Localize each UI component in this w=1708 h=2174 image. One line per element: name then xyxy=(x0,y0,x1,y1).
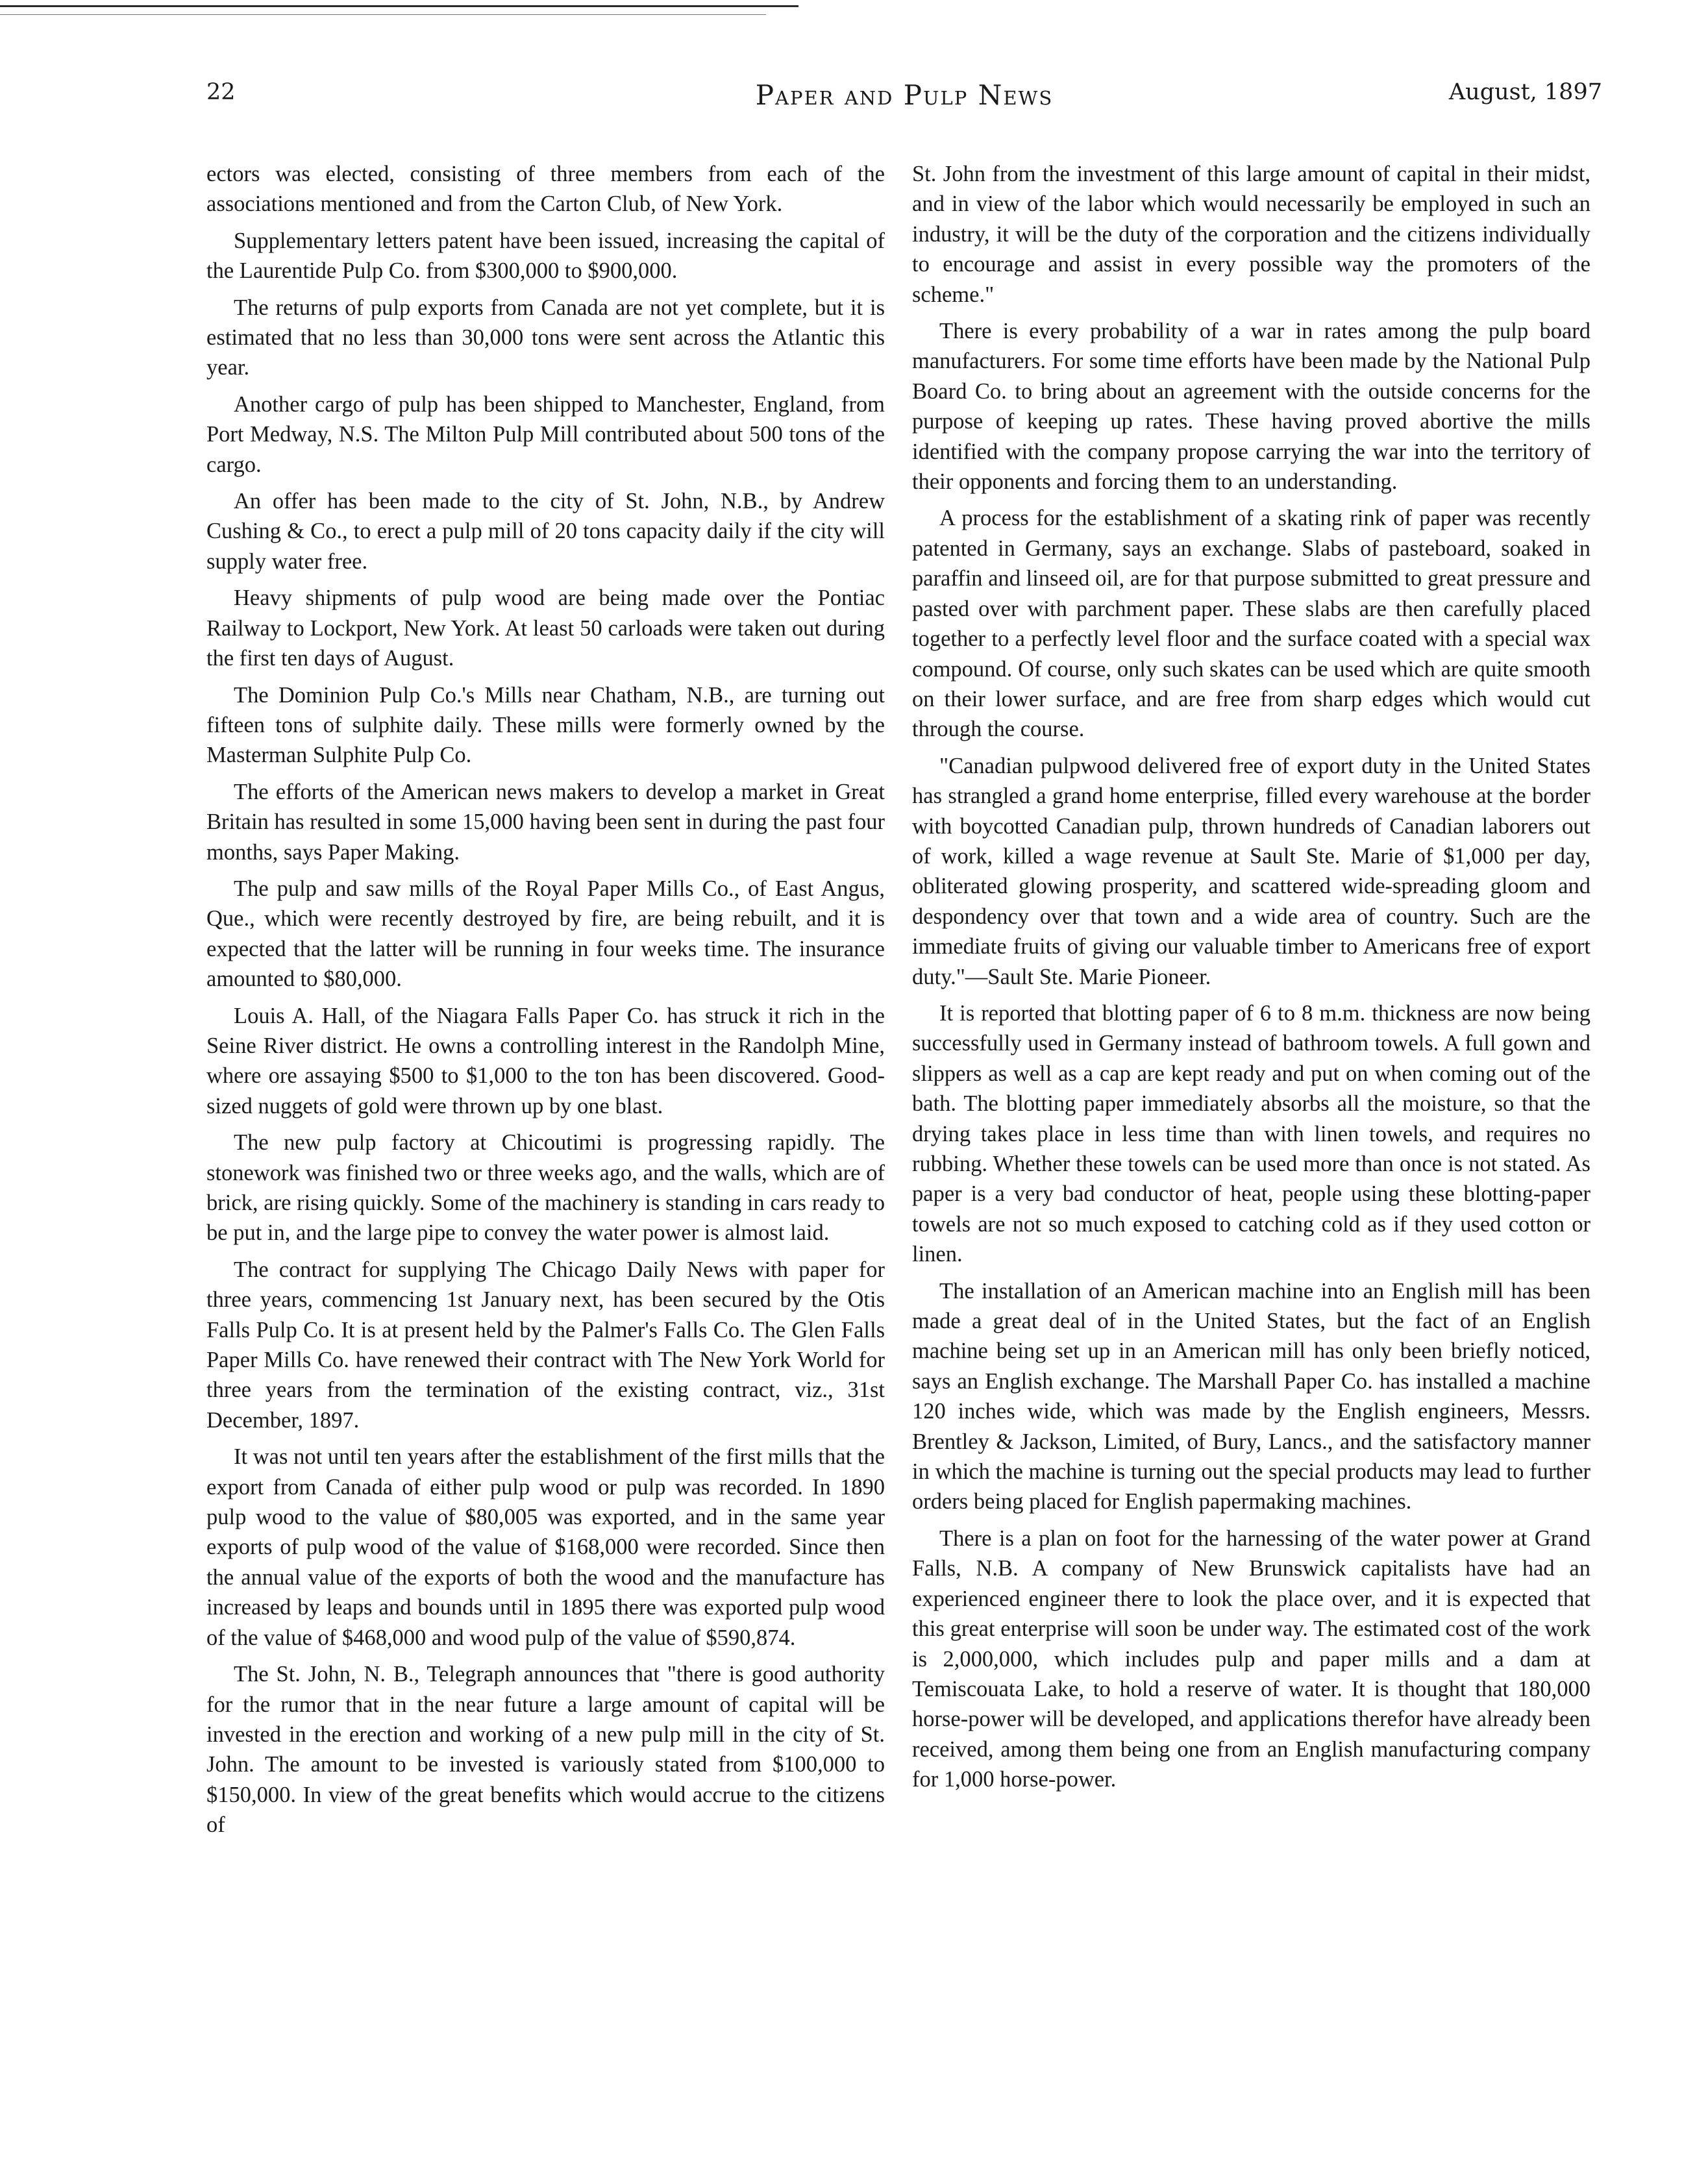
paragraph: Another cargo of pulp has been shipped to Manchester, England, from Port Medway, N.S. The Milton Pulp Mill contributed about 500 tons of the cargo. xyxy=(206,391,885,477)
paragraph: An offer has been made to the city of St. John, N.B., by Andrew Cushing & Co., to erect a pulp mill of 20 tons capacity daily if the city will supply water free. xyxy=(206,489,885,574)
paragraph: The returns of pulp exports from Canada are not yet complete, but it is estimated that no less than 30,000 tons were sent across the Atlantic this year. xyxy=(206,295,885,380)
paragraph: St. John from the investment of this large amount of capital in their midst, and in view of the labor which would necessarily be employed in such an industry, it will be the duty of the corporation and the citizens individually to encourage and assist in every possible way the promoters of the scheme." xyxy=(912,162,1590,307)
paragraph: It was not until ten years after the establishment of the first mills that the export from Canada of either pulp wood or pulp was recorded. In 1890 pulp wood to the value of $80,005 was exported, and in the same year exports of pulp wood of the value of $168,000 were recorded. Since then the annual value of the exports of both the wood and the manufacture has increased by leaps and bounds until in 1895 there was exported pulp wood of the value of $468,000 and wood pulp of the value of $590,874. xyxy=(206,1444,885,1650)
paragraph: ectors was elected, consisting of three members from each of the associations mentioned and from the Carton Club, of New York. xyxy=(206,162,885,217)
issue-date: August, 1897 xyxy=(1448,79,1602,105)
paragraph: A process for the establishment of a skating rink of paper was recently patented in Germany, says an exchange. Slabs of pasteboard, soaked in paraffin and linseed oil, are for that purpose submitted to great pressure and pasted over with parchment paper. These slabs are then carefully placed together to a perfectly level floor and the surface coated with a special wax compound. Of course, only such skates can be used which are quite smooth on their lower surface, and are free from sharp edges which would cut through the course. xyxy=(912,506,1590,742)
paragraph: The St. John, N. B., Telegraph announces that "there is good authority for the rumor that in the near future a large amount of capital will be invested in the erection and working of a new pulp mill in the city of St. John. The amount to be invested is variously stated from $100,000 to $150,000. In view of the great benefits which would accrue to the citizens of xyxy=(206,1662,885,1838)
paragraph: The pulp and saw mills of the Royal Paper Mills Co., of East Angus, Que., which were recently destroyed by fire, are being rebuilt, and it is expected that the latter will be running in four weeks time. The insurance amounted to $80,000. xyxy=(206,876,885,992)
paragraph: The new pulp factory at Chicoutimi is progressing rapidly. The stonework was finished two or three weeks ago, and the walls, which are of brick, are rising quickly. Some of the machinery is standing in cars ready to be put in, and the large pipe to convey the water power is almost laid. xyxy=(206,1130,885,1246)
paragraph: The contract for supplying The Chicago Daily News with paper for three years, commencing 1st January next, has been secured by the Otis Falls Pulp Co. It is at present held by the Palmer's Falls Co. The Glen Falls Paper Mills Co. have renewed their contract with The New York World for three years from the termination of the existing contract, viz., 31st December, 1897. xyxy=(206,1257,885,1433)
paragraph: There is every probability of a war in rates among the pulp board manufacturers. For some time efforts have been made by the National Pulp Board Co. to bring about an agreement with the outside concerns for the purpose of keeping up rates. These having proved abortive the mills identified with the company propose carrying the war into the territory of their opponents and forcing them to an understanding. xyxy=(912,319,1590,495)
paragraph: It is reported that blotting paper of 6 to 8 m.m. thickness are now being successfully used in Germany instead of bathroom towels. A full gown and slippers as well as a cap are kept ready and put on when coming out of the bath. The blotting paper immediately absorbs all the moisture, so that the drying takes place in less time than with linen towels, and requires no rubbing. Whether these towels can be used more than once is not stated. As paper is a very bad conductor of heat, people using these blotting-paper towels are not so much exposed to catching cold as if they used cotton or linen. xyxy=(912,1000,1590,1267)
paragraph: Supplementary letters patent have been issued, increasing the capital of the Laurentide Pulp Co. from $300,000 to $900,000. xyxy=(206,228,885,284)
paragraph: The Dominion Pulp Co.'s Mills near Chatham, N.B., are turning out fifteen tons of sulphite daily. These mills were formerly owned by the Masterman Sulphite Pulp Co. xyxy=(206,682,885,768)
paragraph: Louis A. Hall, of the Niagara Falls Paper Co. has struck it rich in the Seine River district. He owns a controlling interest in the Randolph Mine, where ore assaying $500 to $1,000 to the ton has been discovered. Good-sized nuggets of gold were thrown up by one blast. xyxy=(206,1003,885,1118)
paragraph: Heavy shipments of pulp wood are being made over the Pontiac Railway to Lockport, New York. At least 50 carloads were taken out during the first ten days of August. xyxy=(206,586,885,671)
page-number: 22 xyxy=(206,79,236,105)
paragraph: "Canadian pulpwood delivered free of export duty in the United States has strangled a grand home enterprise, filled every warehouse at the border with boycotted Canadian pulp, thrown hundreds of Canadian laborers out of work, killed a wage revenue at Sault Ste. Marie of $1,000 per day, obliterated glowing prosperity, and scattered wide-spreading gloom and despondency over that town and a wide area of country. Such are the immediate fruits of giving our valuable timber to Americans free of export duty."—Sault Ste. Marie Pioneer. xyxy=(912,753,1590,989)
right-column xyxy=(912,159,1590,1801)
paragraph: There is a plan on foot for the harnessing of the water power at Grand Falls, N.B. A company of New Brunswick capitalists have had an experienced engineer there to look the place over, and it is expected that this great enterprise will soon be under way. The estimated cost of the work is 2,000,000, which includes pulp and paper mills and a dam at Temiscouata Lake, to hold a reserve of water. It is thought that 180,000 horse-power will be developed, and applications therefor have already been received, among them being one from an English manufacturing company for 1,000 horse-power. xyxy=(912,1526,1590,1792)
paragraph: The installation of an American machine into an English mill has been made a great deal of in the United States, but the fact of an English machine being set up in an American mill has only been briefly noticed, says an English exchange. The Marshall Paper Co. has installed a machine 120 inches wide, which was made by the English engineers, Messrs. Brentley & Jackson, Limited, of Bury, Lancs., and the satisfactory manner in which the machine is turning out the special products may lead to further orders being placed for English papermaking machines. xyxy=(912,1278,1590,1514)
left-column xyxy=(206,159,885,1847)
top-rule xyxy=(0,5,798,7)
page-header xyxy=(206,79,1602,131)
paragraph: The efforts of the American news makers to develop a market in Great Britain has resulted in some 15,000 having been sent in during the past four months, says Paper Making. xyxy=(206,779,885,865)
top-rule-thin xyxy=(0,14,766,15)
publication-title: Paper and Pulp News xyxy=(755,79,1054,111)
